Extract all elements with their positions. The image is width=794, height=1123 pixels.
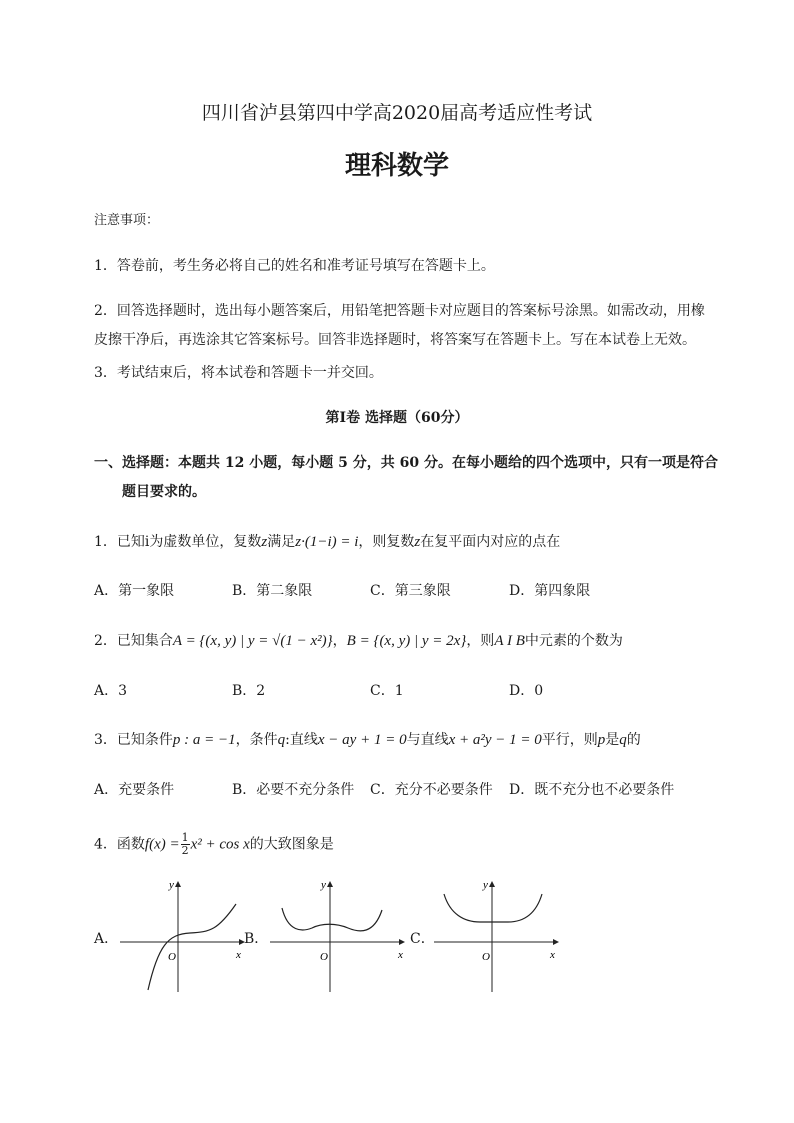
q1-end: 在复平面内对应的点在 xyxy=(420,534,561,550)
graph-c xyxy=(432,876,564,996)
q3-mid5: 是 xyxy=(605,732,620,748)
q2-option-d: D．0 xyxy=(509,683,544,699)
graph-c-x-label: x xyxy=(550,949,555,961)
graph-b-origin: O xyxy=(320,951,328,963)
q3-end: 的 xyxy=(626,732,641,748)
graph-a-y-label: y xyxy=(169,879,174,891)
graph-c-curve xyxy=(444,894,542,922)
q3-option-a: A．充要条件 xyxy=(94,782,175,798)
graph-a-origin: O xyxy=(168,951,176,963)
q3-mid3: 与直线 xyxy=(406,732,449,748)
q3-mid2: :直线 xyxy=(285,732,318,748)
q3-option-d: D．既不充分也不必要条件 xyxy=(509,782,675,798)
q4-frac-den: 2 xyxy=(181,844,189,857)
graph-b-y-label: y xyxy=(321,879,326,891)
question-1 xyxy=(94,533,560,551)
q3-line-1: x − ay + 1 = 0 xyxy=(317,732,407,748)
section-title: 第Ⅰ卷 选择题（60分） xyxy=(325,410,469,426)
q2-sep: ， xyxy=(332,633,347,649)
note-item-2: 2．回答选择题时，选出每小题答案后，用铅笔把答题卡对应题目的答案标号涂黑。如需改动，用橡 xyxy=(94,303,705,319)
q1-mid: 满足 xyxy=(267,534,296,550)
graph-b xyxy=(268,876,410,996)
q1-option-b: B．第二象限 xyxy=(232,583,313,599)
notes-heading: 注意事项： xyxy=(94,213,160,228)
graph-c-y-label: y xyxy=(483,879,488,891)
q1-option-d: D．第四象限 xyxy=(509,583,591,599)
q4-option-b-label: B． xyxy=(244,931,269,947)
q3-option-b: B．必要不充分条件 xyxy=(232,782,355,798)
q3-condition-p: p : a = −1 xyxy=(172,732,236,748)
q2-option-b: B．2 xyxy=(232,683,266,699)
q1-suffix: ，则复数 xyxy=(358,534,415,550)
q3-mid1: ，条件 xyxy=(235,732,278,748)
q4-option-a-label: A． xyxy=(94,931,119,947)
q3-var-q2: q xyxy=(619,732,627,748)
note-item-2-cont: 皮擦干净后，再选涂其它答案标号。回答非选择题时，将答案写在答题卡上。写在本试卷上无效。 xyxy=(94,332,696,348)
q1-expression: z·(1−i) = i xyxy=(295,534,359,550)
q4-end: 的大致图象是 xyxy=(249,836,334,853)
q4-fraction xyxy=(181,832,190,857)
q1-option-c: C．第三象限 xyxy=(370,583,451,599)
q4-func: f(x) = xyxy=(144,836,180,853)
q4-rest: x² + cos x xyxy=(190,836,250,853)
graph-a-curve xyxy=(148,904,236,990)
q3-option-c: C．充分不必要条件 xyxy=(370,782,493,798)
section-instruction: 一、选择题：本题共 12 小题，每小题 5 分，共 60 分。在每小题给的四个选项中，只有一项是符合 xyxy=(94,455,718,471)
note-item-1: 1．答卷前，考生务必将自己的姓名和准考证号填写在答题卡上。 xyxy=(94,258,495,274)
q1-option-a: A．第一象限 xyxy=(94,583,175,599)
q2-end: 中元素的个数为 xyxy=(524,633,623,649)
exam-title: 四川省泸县第四中学高2020届高考适应性考试 xyxy=(201,102,593,124)
q2-mid: ，则 xyxy=(466,633,495,649)
note-item-3: 3．考试结束后，将本试卷和答题卡一并交回。 xyxy=(94,365,383,381)
q3-var-q: q xyxy=(277,732,286,748)
q3-prefix: 3．已知条件 xyxy=(94,732,173,748)
q2-set-b: B = {(x, y) | y = 2x} xyxy=(346,633,467,649)
q4-frac-num: 1 xyxy=(181,831,189,844)
question-4 xyxy=(94,832,334,857)
q2-prefix: 2．已知集合 xyxy=(94,633,173,649)
q1-prefix: 1．已知i为虚数单位，复数 xyxy=(94,534,262,550)
q1-var-z2: z xyxy=(414,534,421,550)
q3-line-2: x + a²y − 1 = 0 xyxy=(448,732,542,748)
q4-prefix: 4．函数 xyxy=(94,836,145,853)
q4-option-c-label: C． xyxy=(410,931,435,947)
q2-intersection: A I B xyxy=(494,633,525,649)
q2-set-a: A = {(x, y) | y = √(1 − x²)} xyxy=(172,633,333,649)
graph-a-x-label: x xyxy=(236,949,241,961)
graph-b-x-label: x xyxy=(398,949,403,961)
subject-title: 理科数学 xyxy=(344,151,449,181)
q1-var-z: z xyxy=(261,534,268,550)
graph-c-origin: O xyxy=(482,951,490,963)
q3-mid4: 平行，则 xyxy=(541,732,598,748)
q2-option-c: C．1 xyxy=(370,683,404,699)
q3-var-p: p xyxy=(597,732,606,748)
question-3 xyxy=(94,731,641,749)
q2-option-a: A．3 xyxy=(94,683,128,699)
section-instruction-cont: 题目要求的。 xyxy=(122,484,206,500)
question-2 xyxy=(94,632,623,650)
graph-a xyxy=(118,876,250,996)
graph-b-curve xyxy=(282,908,382,931)
